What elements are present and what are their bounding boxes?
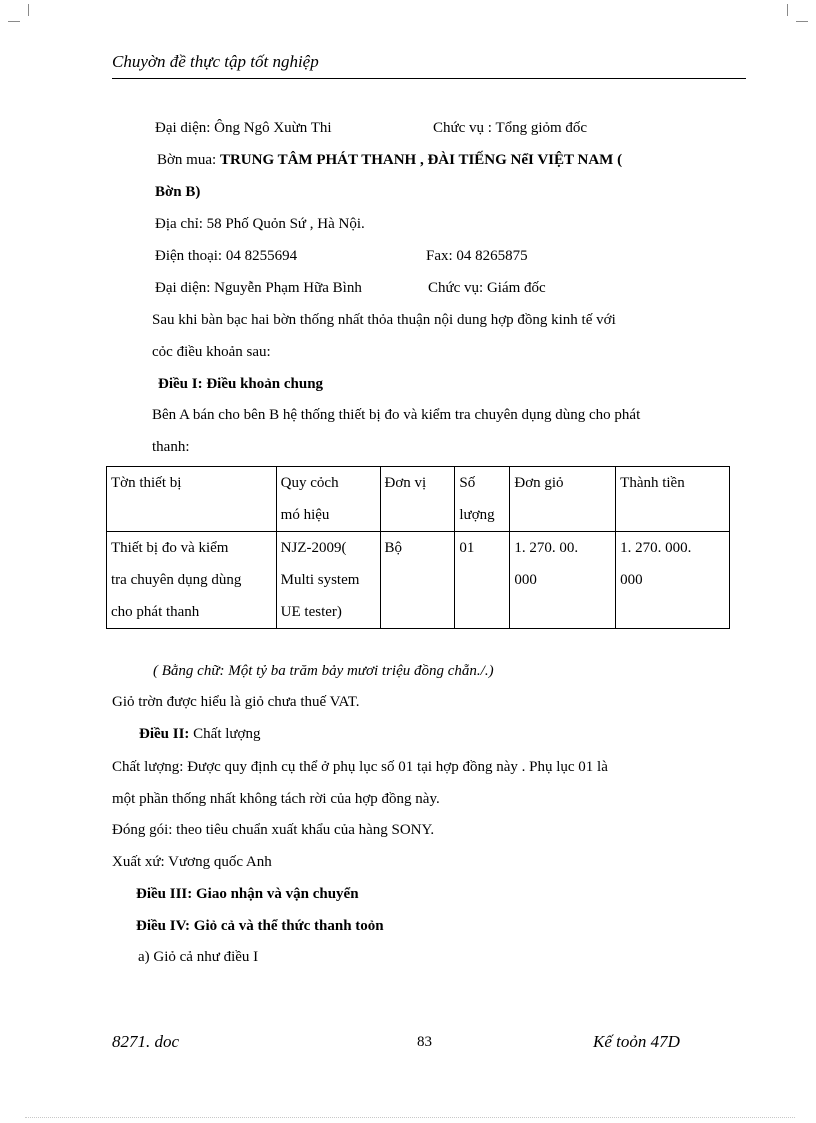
cell-text: Multi system xyxy=(280,572,360,588)
cell-text: 1. 270. 000. xyxy=(620,540,692,556)
price-note: Giỏ trờn được hiểu là giỏ chưa thuế VAT. xyxy=(112,694,360,710)
cell-text: 000 xyxy=(620,572,643,588)
cell-text: cho phát thanh xyxy=(111,604,200,620)
crop-mark-top-left-horizontal xyxy=(8,21,20,22)
buyer-fax: Fax: 04 8265875 xyxy=(426,248,528,264)
goods-table xyxy=(106,466,730,629)
header-cell-quantity xyxy=(455,467,510,532)
quality-line-2: một phần thống nhất không tách rời của hợp đồng này. xyxy=(112,791,440,807)
amount-in-words: ( Bằng chữ: Một tỷ ba trăm bảy mươi triệu đồng chẵn./.) xyxy=(153,663,494,679)
header-cell-name xyxy=(107,467,277,532)
origin-line: Xuất xứ: Vương quốc Anh xyxy=(112,854,272,870)
cell-quantity xyxy=(455,532,510,629)
header-cell-total xyxy=(616,467,730,532)
article-1-heading: Điều I: Điều khoản chung xyxy=(158,376,324,392)
header-text: Quy cỏch xyxy=(280,475,339,491)
cell-text: UE tester) xyxy=(280,604,342,620)
header-text: mó hiệu xyxy=(280,507,330,523)
packaging-line: Đóng gói: theo tiêu chuẩn xuất khẩu của hàng SONY. xyxy=(112,822,435,838)
item-a: a) Giỏ cả như điều I xyxy=(138,949,259,965)
header-cell-unit xyxy=(380,467,455,532)
header-text: Tờn thiết bị xyxy=(111,475,182,491)
header-cell-spec xyxy=(276,467,380,532)
header-text: Thành tiền xyxy=(620,475,685,491)
table-header-row xyxy=(107,467,730,532)
cell-text: tra chuyên dụng dùng xyxy=(111,572,242,588)
buyer-representative: Đại diện: Nguyễn Phạm Hữa Bình xyxy=(155,280,362,296)
cell-unit-price xyxy=(510,532,616,629)
crop-mark-top-right-vertical xyxy=(787,4,788,16)
cell-total xyxy=(616,532,730,629)
cell-text: Bộ xyxy=(384,540,403,556)
cell-text: 000 xyxy=(514,572,537,588)
seller-representative: Đại diện: Ông Ngô Xuừn Thi xyxy=(155,120,332,136)
header-rule xyxy=(112,78,746,79)
buyer-line-2: Bờn B) xyxy=(155,184,201,200)
buyer-prefix: Bờn mua: xyxy=(157,152,220,168)
article-2-label: Điều II: xyxy=(139,726,190,742)
crop-mark-top-left-vertical xyxy=(28,4,29,16)
header-text: Đơn giỏ xyxy=(514,475,564,491)
article-4-heading: Điều IV: Giỏ cả và thể thức thanh toỏn xyxy=(136,918,384,934)
article-1-line-1: Bên A bán cho bên B hệ thống thiết bị đo và kiểm tra chuyên dụng dùng cho phát xyxy=(152,407,641,423)
article-1-line-2: thanh: xyxy=(152,439,190,455)
intro-line-2: cỏc điều khoản sau: xyxy=(152,344,271,360)
article-3-heading: Điều III: Giao nhận và vận chuyển xyxy=(136,886,359,902)
quality-line-1: Chất lượng: Được quy định cụ thể ở phụ lục số 01 tại hợp đồng này . Phụ lục 01 là xyxy=(112,759,608,775)
footer-file-name: 8271. doc xyxy=(112,1032,180,1051)
buyer-address: Địa chỉ: 58 Phố Quỏn Sứ , Hà Nội. xyxy=(155,216,365,232)
intro-line-1: Sau khi bàn bạc hai bờn thống nhất thỏa thuận nội dung hợp đồng kinh tế với xyxy=(152,312,616,328)
header-text: Đơn vị xyxy=(384,475,427,491)
cell-name xyxy=(107,532,277,629)
cell-text: NJZ-2009( xyxy=(280,540,347,556)
page-header-title: Chuyờn đề thực tập tốt nghiệp xyxy=(112,52,319,71)
buyer-name: TRUNG TÂM PHÁT THANH , ĐÀI TIẾNG NểI VIỆT NAM ( xyxy=(219,152,623,168)
header-text: Số xyxy=(459,475,476,491)
header-cell-unit-price xyxy=(510,467,616,532)
table-row xyxy=(107,532,730,629)
article-2-heading xyxy=(139,724,260,744)
cell-spec xyxy=(276,532,380,629)
cell-unit xyxy=(380,532,455,629)
footer-class: Kế toỏn 47D xyxy=(593,1032,680,1051)
cell-text: Thiết bị đo và kiểm xyxy=(111,540,229,556)
cell-text: 01 xyxy=(459,540,475,556)
buyer-phone: Điện thoại: 04 8255694 xyxy=(155,248,298,264)
buyer-position: Chức vụ: Giám đốc xyxy=(428,280,546,296)
header-text: lượng xyxy=(459,507,495,523)
article-2-text: Chất lượng xyxy=(189,726,261,742)
bottom-page-edge xyxy=(25,1117,795,1118)
cell-text: 1. 270. 00. xyxy=(514,540,579,556)
crop-mark-top-right-horizontal xyxy=(796,21,808,22)
page-number: 83 xyxy=(417,1034,432,1050)
buyer-line-1 xyxy=(157,150,622,170)
seller-position: Chức vụ : Tổng giỏm đốc xyxy=(433,120,588,136)
